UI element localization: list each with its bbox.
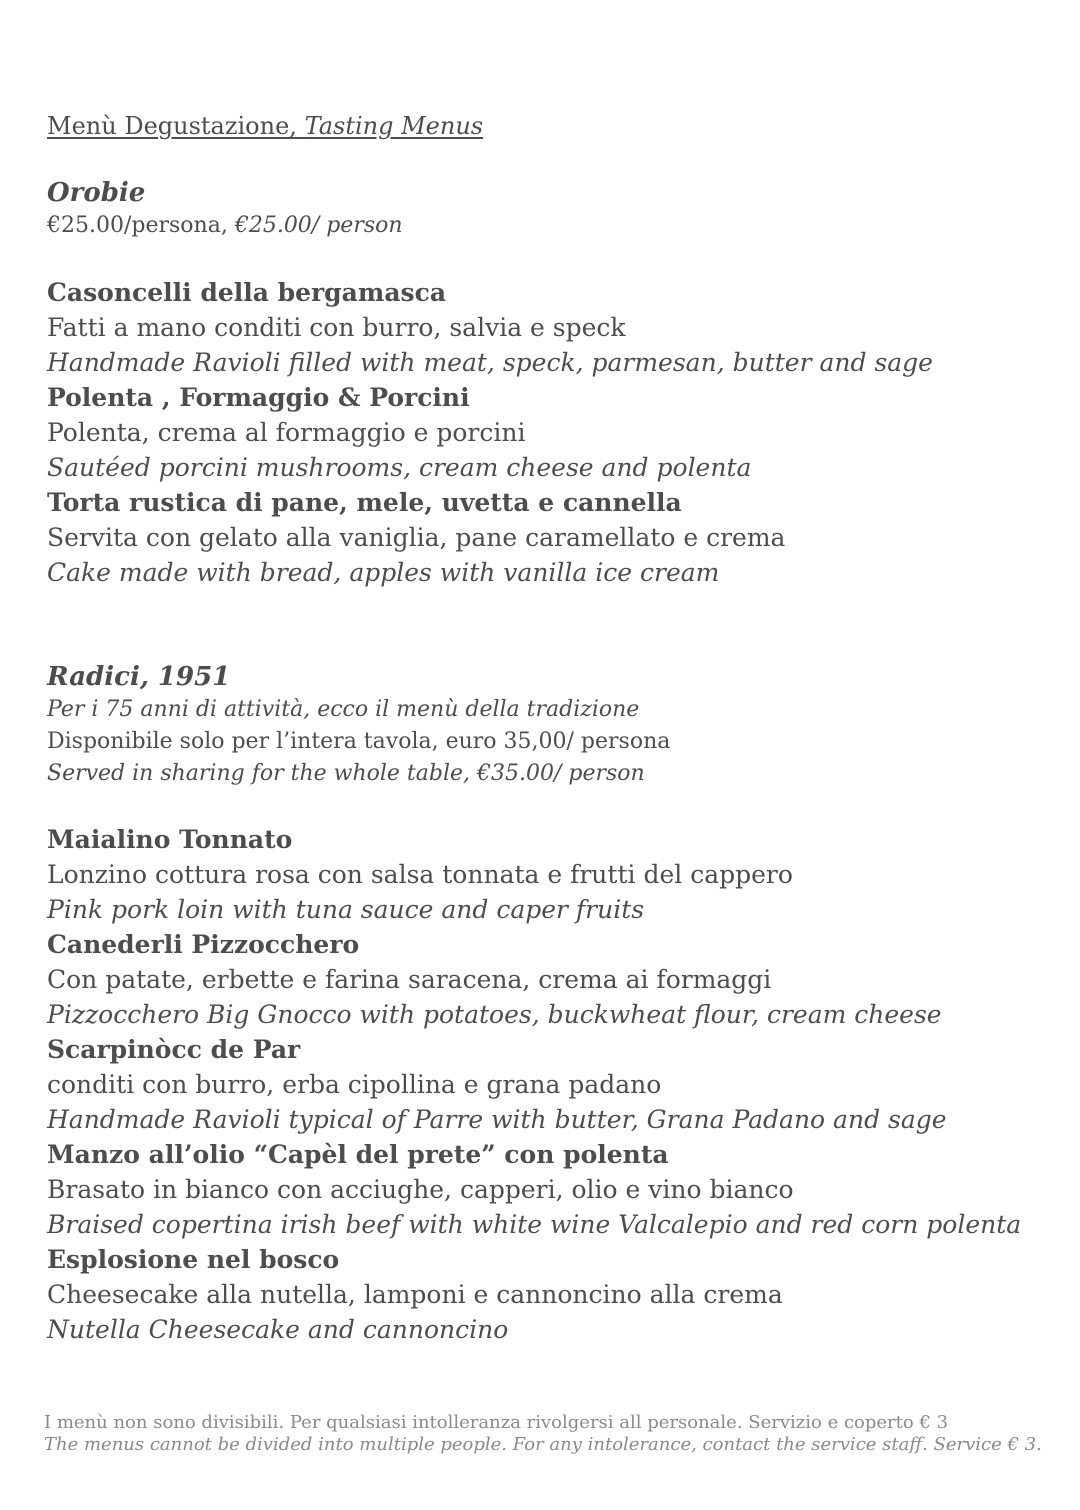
menu-radici bbox=[47, 660, 670, 790]
dish-description-italian: Fatti a mano conditi con burro, salvia e speck bbox=[47, 313, 626, 342]
dish-description-italian: Lonzino cottura rosa con salsa tonnata e frutti del cappero bbox=[47, 860, 793, 889]
menu-price bbox=[47, 210, 403, 242]
footer-notice-english: The menus cannot be divided into multiple people. For any intolerance, contact the service staff. Service € 3. bbox=[44, 1434, 1042, 1455]
dish-name: Canederli Pizzocchero bbox=[47, 930, 360, 959]
dish-description-italian: Polenta, crema al formaggio e porcini bbox=[47, 418, 526, 447]
dish-item bbox=[47, 1242, 1021, 1347]
dish-name: Scarpinòcc de Par bbox=[47, 1035, 301, 1064]
footer-notice bbox=[44, 1412, 1042, 1456]
dish-description-italian: Servita con gelato alla vaniglia, pane caramellato e crema bbox=[47, 523, 786, 552]
dish-description-italian: Cheesecake alla nutella, lamponi e cannoncino alla crema bbox=[47, 1280, 783, 1309]
dish-item bbox=[47, 1032, 1021, 1137]
dish-description-english: Handmade Ravioli typical of Parre with butter, Grana Padano and sage bbox=[47, 1105, 947, 1134]
dish-item bbox=[47, 927, 1021, 1032]
dish-item bbox=[47, 822, 1021, 927]
page-title-english: Tasting Menus bbox=[304, 112, 484, 140]
dish-description-english: Sautéed porcini mushrooms, cream cheese and polenta bbox=[47, 453, 752, 482]
menu-name: Radici, 1951 bbox=[47, 662, 231, 692]
menu-orobie bbox=[47, 176, 403, 242]
page-title-italian: Menù Degustazione, bbox=[47, 112, 297, 140]
menu-name: Orobie bbox=[47, 178, 146, 208]
dish-item bbox=[47, 485, 933, 590]
dish-name: Manzo all’olio “Capèl del prete” con polenta bbox=[47, 1140, 669, 1169]
page-title bbox=[47, 110, 483, 142]
dish-description-english: Pink pork loin with tuna sauce and caper fruits bbox=[47, 895, 645, 924]
dish-description-english: Braised copertina irish beef with white wine Valcalepio and red corn polenta bbox=[47, 1210, 1022, 1239]
dish-name: Casoncelli della bergamasca bbox=[47, 278, 447, 307]
dish-description-english: Nutella Cheesecake and cannoncino bbox=[47, 1315, 509, 1344]
menu-price-english: €25.00/ person bbox=[234, 213, 403, 238]
dish-description-english: Handmade Ravioli filled with meat, speck, parmesan, butter and sage bbox=[47, 348, 933, 377]
dish-item bbox=[47, 1137, 1021, 1242]
dish-item bbox=[47, 275, 933, 380]
dish-item bbox=[47, 380, 933, 485]
menu-price-italian: Disponibile solo per l’intera tavola, euro 35,00/ persona bbox=[47, 729, 671, 754]
dish-description-italian: conditi con burro, erba cipollina e grana padano bbox=[47, 1070, 662, 1099]
menu-radici-dishes bbox=[47, 822, 1021, 1347]
dish-name: Torta rustica di pane, mele, uvetta e cannella bbox=[47, 488, 682, 517]
dish-name: Polenta , Formaggio & Porcini bbox=[47, 383, 470, 412]
footer-notice-italian: I menù non sono divisibili. Per qualsiasi intolleranza rivolgersi all personale. Servizio e coperto € 3 bbox=[44, 1412, 949, 1433]
dish-name: Maialino Tonnato bbox=[47, 825, 293, 854]
menu-price-italian: €25.00/persona, bbox=[47, 213, 235, 238]
dish-description-english: Pizzocchero Big Gnocco with potatoes, buckwheat flour, cream cheese bbox=[47, 1000, 942, 1029]
dish-name: Esplosione nel bosco bbox=[47, 1245, 340, 1274]
dish-description-italian: Brasato in bianco con acciughe, capperi, olio e vino bianco bbox=[47, 1175, 794, 1204]
menu-note: Per i 75 anni di attività, ecco il menù della tradizione bbox=[47, 697, 640, 722]
dish-description-italian: Con patate, erbette e farina saracena, crema ai formaggi bbox=[47, 965, 772, 994]
menu-orobie-dishes bbox=[47, 275, 933, 590]
dish-description-english: Cake made with bread, apples with vanilla ice cream bbox=[47, 558, 720, 587]
menu-price-english: Served in sharing for the whole table, €35.00/ person bbox=[47, 761, 645, 786]
